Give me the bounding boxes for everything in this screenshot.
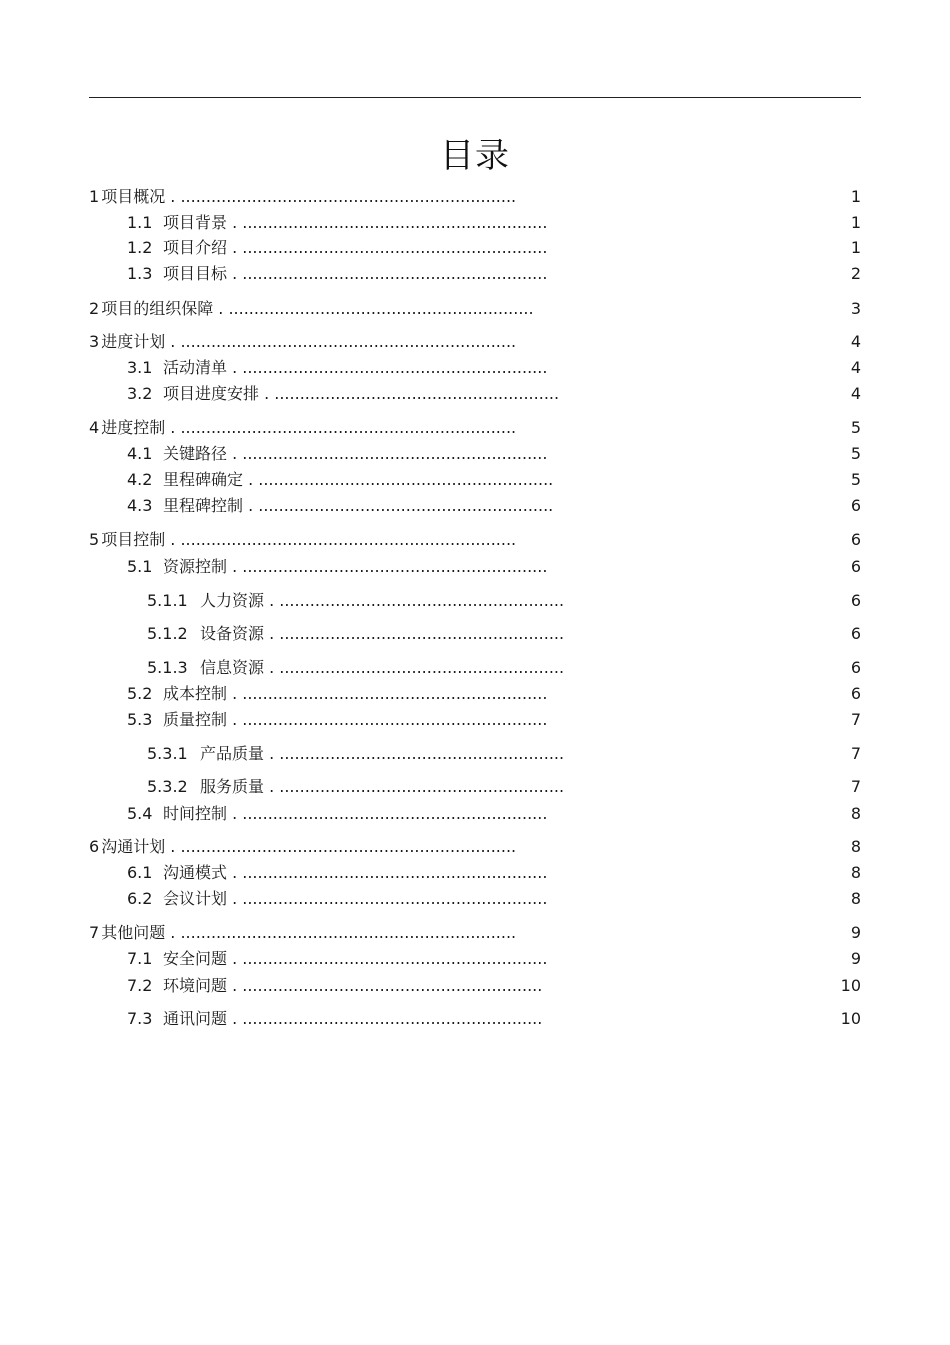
toc-entry-text: 质量控制 . ............................................................ — [163, 710, 548, 729]
toc-entry-number: 5.2 — [127, 684, 153, 703]
toc-entry-number: 4.1 — [127, 444, 153, 463]
toc-entry-label — [147, 590, 564, 612]
toc-entry-text: 其他问题 . .................................................................. — [101, 923, 517, 942]
toc-entry-label — [127, 495, 553, 517]
toc-entry-label — [127, 683, 547, 705]
toc-entry-text: 服务质量 . ........................................................ — [200, 777, 565, 796]
toc-entry-page: 6 — [850, 658, 861, 677]
toc-entry[interactable] — [127, 862, 861, 884]
toc-entry-label — [127, 1008, 542, 1030]
toc-entry-text: 里程碑控制 . .......................................................... — [163, 496, 554, 515]
toc-entry[interactable] — [89, 331, 861, 353]
toc-entry-page: 6 — [850, 496, 861, 515]
toc-entry-number: 4.3 — [127, 496, 153, 515]
toc-entry[interactable] — [127, 948, 861, 970]
toc-entry-number: 5 — [89, 530, 100, 549]
toc-entry-label — [127, 443, 547, 465]
toc-entry-label — [127, 862, 547, 884]
toc-entry-label — [89, 529, 516, 551]
toc-entry[interactable] — [127, 263, 861, 285]
toc-entry-label — [147, 657, 564, 679]
toc-entry-page: 10 — [840, 1009, 861, 1028]
toc-entry-label — [127, 357, 547, 379]
toc-entry-number: 6.1 — [127, 863, 153, 882]
toc-entry-number: 3.1 — [127, 358, 153, 377]
toc-entry-page: 7 — [850, 777, 861, 796]
toc-entry-text: 会议计划 . ............................................................ — [163, 889, 548, 908]
toc-entry-number: 1 — [89, 187, 100, 206]
toc-entry[interactable] — [127, 495, 861, 517]
toc-entry-number: 5.1.2 — [147, 624, 188, 643]
toc-entry-number: 5.3.1 — [147, 744, 188, 763]
toc-entry-label — [147, 743, 564, 765]
toc-entry-page: 9 — [850, 923, 861, 942]
toc-entry-label — [89, 298, 534, 320]
toc-entry-label — [147, 776, 564, 798]
toc-entry-label — [89, 836, 516, 858]
toc-title: 目录 — [440, 136, 510, 176]
toc-entry[interactable] — [127, 556, 861, 578]
toc-entry-text: 沟通计划 . .................................................................. — [101, 837, 517, 856]
toc-entry-label — [89, 417, 516, 439]
toc-entry-label — [127, 709, 547, 731]
toc-entry-text: 成本控制 . ............................................................ — [163, 684, 548, 703]
toc-entry-page: 6 — [850, 591, 861, 610]
toc-entry-page: 7 — [850, 710, 861, 729]
toc-entry-text: 产品质量 . ........................................................ — [200, 744, 565, 763]
toc-entry-page: 2 — [850, 264, 861, 283]
toc-entry-number: 5.3.2 — [147, 777, 188, 796]
toc-entry[interactable] — [127, 803, 861, 825]
toc-entry-page: 8 — [850, 804, 861, 823]
toc-entry-text: 环境问题 . ........................................................... — [163, 976, 543, 995]
toc-entry-label — [89, 331, 516, 353]
toc-entry[interactable] — [127, 683, 861, 705]
toc-entry-page: 6 — [850, 557, 861, 576]
toc-entry-label — [127, 212, 547, 234]
toc-entry-text: 时间控制 . ............................................................ — [163, 804, 548, 823]
toc-entry-number: 5.3 — [127, 710, 153, 729]
toc-entry-number: 7.1 — [127, 949, 153, 968]
toc-entry-page: 9 — [850, 949, 861, 968]
toc-entry-number: 1.3 — [127, 264, 153, 283]
toc-entry-text: 项目控制 . .................................................................. — [101, 530, 517, 549]
toc-entry[interactable] — [147, 623, 861, 645]
toc-entry[interactable] — [89, 922, 861, 944]
toc-entry-text: 沟通模式 . ............................................................ — [163, 863, 548, 882]
toc-entry-page: 5 — [850, 418, 861, 437]
toc-entry-label — [127, 237, 547, 259]
toc-entry[interactable] — [127, 443, 861, 465]
toc-entry-text: 项目的组织保障 . ............................................................ — [101, 299, 534, 318]
toc-entry-text: 进度计划 . .................................................................. — [101, 332, 517, 351]
toc-entry[interactable] — [147, 776, 861, 798]
toc-entry-number: 5.4 — [127, 804, 153, 823]
toc-entry[interactable] — [89, 417, 861, 439]
toc-entry-number: 3.2 — [127, 384, 153, 403]
toc-entry[interactable] — [147, 657, 861, 679]
toc-entry-number: 2 — [89, 299, 100, 318]
toc-entry-text: 项目进度安排 . ........................................................ — [163, 384, 560, 403]
toc-entry-number: 6.2 — [127, 889, 153, 908]
toc-entry-text: 设备资源 . ........................................................ — [200, 624, 565, 643]
toc-entry[interactable] — [127, 888, 861, 910]
toc-entry-page: 6 — [850, 684, 861, 703]
toc-entry-page: 4 — [850, 332, 861, 351]
toc-entry-label — [127, 948, 547, 970]
toc-entry-number: 7.2 — [127, 976, 153, 995]
toc-entry-page: 8 — [850, 837, 861, 856]
toc-entry-label — [127, 383, 559, 405]
toc-entry-label — [89, 922, 516, 944]
toc-entry-text: 项目介绍 . ............................................................ — [163, 238, 548, 257]
toc-entry-page: 5 — [850, 470, 861, 489]
toc-entry-label — [127, 469, 553, 491]
toc-entry-page: 8 — [850, 889, 861, 908]
toc-entry-text: 资源控制 . ............................................................ — [163, 557, 548, 576]
toc-entry-number: 5.1.1 — [147, 591, 188, 610]
toc-entry[interactable] — [89, 298, 861, 320]
toc-entry-label — [89, 186, 516, 208]
toc-entry-text: 关键路径 . ............................................................ — [163, 444, 548, 463]
toc-entry[interactable] — [127, 975, 861, 997]
toc-entry-page: 10 — [840, 976, 861, 995]
toc-entry[interactable] — [127, 383, 861, 405]
toc-entry-label — [127, 263, 547, 285]
toc-entry-number: 1.1 — [127, 213, 153, 232]
toc-entry[interactable] — [127, 709, 861, 731]
toc-entry[interactable] — [89, 836, 861, 858]
toc-entry[interactable] — [127, 1008, 861, 1030]
toc-entry[interactable] — [127, 237, 861, 259]
toc-entry-text: 项目目标 . ............................................................ — [163, 264, 548, 283]
toc-entry-page: 6 — [850, 624, 861, 643]
toc-entry-page: 3 — [850, 299, 861, 318]
toc-entry-page: 1 — [850, 238, 861, 257]
toc-entry[interactable] — [147, 743, 861, 765]
toc-entry-page: 4 — [850, 358, 861, 377]
toc-entry[interactable] — [127, 469, 861, 491]
toc-entry-label — [127, 888, 547, 910]
toc-entry-text: 安全问题 . ............................................................ — [163, 949, 548, 968]
toc-entry-label — [127, 803, 547, 825]
toc-entry-text: 信息资源 . ........................................................ — [200, 658, 565, 677]
toc-entry-label — [127, 556, 547, 578]
toc-entry-text: 进度控制 . .................................................................. — [101, 418, 517, 437]
toc-entry-page: 1 — [850, 187, 861, 206]
toc-entry-page: 1 — [850, 213, 861, 232]
toc-entry-number: 5.1.3 — [147, 658, 188, 677]
toc-entry-number: 6 — [89, 837, 100, 856]
toc-entry-text: 项目概况 . .................................................................. — [101, 187, 517, 206]
toc-entry-number: 5.1 — [127, 557, 153, 576]
toc-entry-number: 7 — [89, 923, 100, 942]
toc-entry-page: 7 — [850, 744, 861, 763]
toc-entry-label — [127, 975, 542, 997]
toc-entry[interactable] — [127, 212, 861, 234]
toc-entry-number: 4 — [89, 418, 100, 437]
toc-entry-number: 4.2 — [127, 470, 153, 489]
toc-entry[interactable] — [89, 186, 861, 208]
toc-entry-label — [147, 623, 564, 645]
toc-entry-text: 项目背景 . ............................................................ — [163, 213, 548, 232]
toc-entry[interactable] — [147, 590, 861, 612]
toc-entry-page: 8 — [850, 863, 861, 882]
toc-entry[interactable] — [127, 357, 861, 379]
toc-entry[interactable] — [89, 529, 861, 551]
toc-entry-text: 里程碑确定 . .......................................................... — [163, 470, 554, 489]
toc-entry-number: 3 — [89, 332, 100, 351]
toc-entry-text: 通讯问题 . ........................................................... — [163, 1009, 543, 1028]
toc-entry-text: 活动清单 . ............................................................ — [163, 358, 548, 377]
toc-entry-page: 6 — [850, 530, 861, 549]
toc-entry-number: 7.3 — [127, 1009, 153, 1028]
toc-entry-page: 4 — [850, 384, 861, 403]
toc-entry-text: 人力资源 . ........................................................ — [200, 591, 565, 610]
toc-entry-page: 5 — [850, 444, 861, 463]
toc-entry-number: 1.2 — [127, 238, 153, 257]
